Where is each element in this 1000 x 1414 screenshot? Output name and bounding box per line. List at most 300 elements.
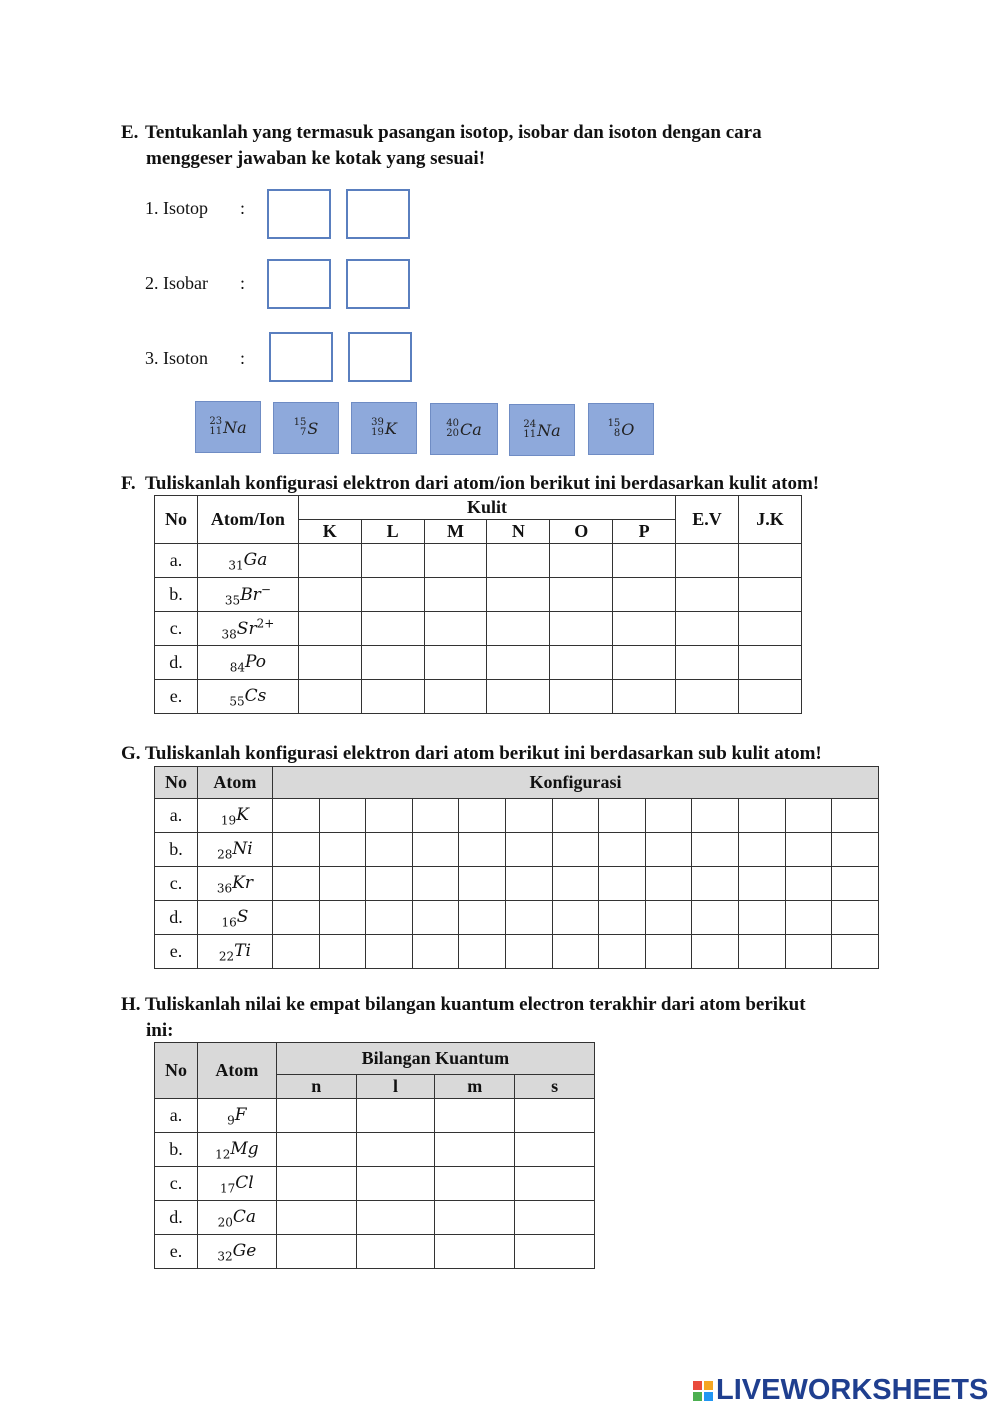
answer-tile-o15[interactable]	[588, 403, 654, 455]
element-symbol: Ca	[232, 1206, 257, 1227]
section-h-label: H.	[121, 994, 141, 1015]
element-symbol: Br	[240, 584, 261, 605]
atom-symbol	[220, 804, 249, 828]
answer-cell[interactable]	[356, 1099, 435, 1133]
section-g-label: G.	[121, 743, 141, 764]
answer-cell[interactable]	[356, 1201, 435, 1235]
atomic-number: 19	[220, 813, 237, 828]
answer-cell[interactable]	[435, 1133, 515, 1167]
answer-cell[interactable]	[738, 799, 785, 833]
isoton-dropbox-1[interactable]	[269, 332, 333, 382]
tile-mass: 23	[209, 416, 223, 427]
atom-cell	[197, 799, 272, 833]
answer-cell[interactable]	[272, 833, 319, 867]
answer-cell[interactable]	[785, 901, 832, 935]
bilangan-kuantum-header: Bilangan Kuantum	[276, 1043, 594, 1075]
answer-cell[interactable]	[645, 935, 692, 969]
answer-cell[interactable]	[505, 901, 552, 935]
answer-cell[interactable]	[298, 680, 361, 714]
row-number: d.	[155, 1201, 198, 1235]
table-row	[155, 901, 879, 935]
atom-cell	[197, 867, 272, 901]
answer-cell[interactable]	[505, 833, 552, 867]
row-number: b.	[155, 578, 198, 612]
answer-cell[interactable]	[550, 578, 613, 612]
answer-cell[interactable]	[505, 867, 552, 901]
answer-cell[interactable]	[552, 935, 599, 969]
shell-header: L	[361, 520, 424, 544]
answer-cell[interactable]	[459, 799, 506, 833]
answer-cell[interactable]	[785, 799, 832, 833]
element-symbol: Sr	[236, 618, 257, 639]
atom-symbol	[229, 685, 267, 709]
tile-symbol: Ca	[459, 419, 482, 439]
atom-cell	[197, 544, 298, 578]
element-symbol: Kr	[232, 872, 253, 893]
answer-cell[interactable]	[785, 833, 832, 867]
section-e-line2: menggeser jawaban ke kotak yang sesuai!	[146, 148, 486, 169]
tile-symbol: K	[384, 418, 397, 438]
element-symbol: Po	[245, 651, 267, 672]
atom-cell	[197, 833, 272, 867]
answer-tile-k39[interactable]	[351, 402, 417, 454]
answer-cell[interactable]	[424, 544, 487, 578]
element-symbol: F	[234, 1104, 247, 1125]
isotop-label	[145, 198, 208, 219]
tile-symbol: S	[307, 418, 319, 438]
ion-charge: −	[260, 581, 271, 596]
atom-symbol	[218, 940, 251, 964]
isobar-dropbox-2[interactable]	[346, 259, 410, 309]
answer-cell[interactable]	[424, 578, 487, 612]
answer-cell[interactable]	[412, 833, 459, 867]
answer-cell[interactable]	[435, 1235, 515, 1269]
tile-symbol: Na	[537, 420, 561, 440]
element-symbol: Ga	[243, 549, 268, 570]
table-row	[155, 1201, 595, 1235]
answer-cell[interactable]	[738, 935, 785, 969]
section-f-heading	[121, 471, 819, 497]
isotop-label-text: 1. Isotop	[145, 198, 208, 218]
answer-cell[interactable]	[739, 680, 802, 714]
atomic-number: 16	[221, 915, 237, 930]
answer-cell[interactable]	[487, 646, 550, 680]
atomic-number: 32	[217, 1249, 233, 1264]
answer-cell[interactable]	[692, 833, 739, 867]
atom-symbol	[216, 872, 253, 896]
answer-cell[interactable]	[645, 799, 692, 833]
isobar-colon: :	[240, 273, 246, 293]
answer-cell[interactable]	[356, 1133, 435, 1167]
atom-symbol	[215, 1138, 259, 1162]
answer-cell[interactable]	[832, 867, 879, 901]
quantum-col-header: l	[356, 1075, 435, 1099]
atomic-number: 38	[221, 627, 237, 642]
shell-header: M	[424, 520, 487, 544]
tile-atomic: 8	[613, 428, 621, 439]
answer-cell[interactable]	[412, 867, 459, 901]
table-row	[155, 578, 802, 612]
jk-header: J.K	[739, 496, 802, 544]
atom-cell	[197, 1167, 276, 1201]
answer-cell[interactable]	[552, 901, 599, 935]
tile-symbol: Na	[223, 417, 247, 437]
isoton-dropbox-2[interactable]	[348, 332, 412, 382]
section-h-heading	[121, 992, 806, 1041]
ev-header: E.V	[676, 496, 739, 544]
answer-cell[interactable]	[272, 799, 319, 833]
h-col-atom-header: Atom	[197, 1043, 276, 1099]
atomic-number: 35	[224, 593, 241, 608]
answer-tile-s15[interactable]	[273, 402, 339, 454]
answer-cell[interactable]	[739, 646, 802, 680]
liveworksheets-logo	[693, 1374, 988, 1407]
kulit-header: Kulit	[298, 496, 675, 520]
section-f-label: F.	[121, 473, 136, 494]
answer-cell[interactable]	[676, 578, 739, 612]
answer-cell[interactable]	[412, 799, 459, 833]
element-symbol: Ni	[232, 838, 253, 859]
section-h-line1: Tuliskanlah nilai ke empat bilangan kuantum electron terakhir dari atom berikut	[145, 994, 806, 1015]
atom-symbol	[217, 1206, 257, 1230]
answer-cell[interactable]	[692, 935, 739, 969]
answer-cell[interactable]	[738, 867, 785, 901]
logo-block	[693, 1392, 702, 1401]
subshell-config-table	[154, 766, 879, 969]
answer-cell[interactable]	[676, 646, 739, 680]
section-h-line2: ini:	[146, 1020, 174, 1041]
answer-cell[interactable]	[366, 867, 413, 901]
answer-cell[interactable]	[361, 612, 424, 646]
answer-cell[interactable]	[645, 833, 692, 867]
answer-cell[interactable]	[424, 680, 487, 714]
answer-cell[interactable]	[272, 901, 319, 935]
answer-cell[interactable]	[739, 544, 802, 578]
shell-header: K	[298, 520, 361, 544]
atom-symbol	[227, 1104, 247, 1128]
answer-cell[interactable]	[613, 612, 676, 646]
atom-symbol	[229, 651, 267, 675]
row-number: e.	[155, 935, 198, 969]
answer-cell[interactable]	[459, 935, 506, 969]
atomic-number: 31	[228, 558, 244, 573]
table-row	[155, 1099, 595, 1133]
element-symbol: Cs	[244, 685, 267, 706]
answer-cell[interactable]	[459, 867, 506, 901]
isobar-dropbox-1[interactable]	[267, 259, 331, 309]
answer-cell[interactable]	[645, 901, 692, 935]
ion-charge: 2+	[256, 615, 275, 630]
answer-cell[interactable]	[459, 901, 506, 935]
answer-cell[interactable]	[356, 1167, 435, 1201]
atomic-number: 28	[217, 847, 233, 862]
section-g-heading	[121, 741, 822, 767]
tile-mass: 40	[446, 418, 459, 429]
table-row	[155, 646, 802, 680]
answer-cell[interactable]	[785, 935, 832, 969]
answer-cell[interactable]	[276, 1235, 356, 1269]
answer-cell[interactable]	[599, 901, 646, 935]
atom-symbol	[228, 549, 268, 573]
answer-cell[interactable]	[613, 646, 676, 680]
logo-icon	[693, 1381, 713, 1401]
shell-config-table	[154, 495, 802, 714]
g-col-atom-header: Atom	[197, 767, 272, 799]
isobar-label	[145, 273, 208, 294]
isobar-label-text: 2. Isobar	[145, 273, 208, 293]
row-number: a.	[155, 1099, 198, 1133]
answer-cell[interactable]	[298, 646, 361, 680]
answer-tile-na23[interactable]	[195, 401, 261, 453]
tile-mass: 39	[371, 417, 384, 428]
tile-atomic: 11	[523, 429, 537, 440]
answer-cell[interactable]	[366, 901, 413, 935]
logo-text: LIVEWORKSHEETS	[716, 1374, 989, 1406]
atom-cell	[197, 680, 298, 714]
atom-symbol	[221, 906, 249, 930]
atom-symbol	[221, 615, 275, 642]
row-number: c.	[155, 1167, 198, 1201]
atom-cell	[197, 1099, 276, 1133]
answer-cell[interactable]	[515, 1099, 595, 1133]
tile-mass: 24	[523, 419, 537, 430]
atomic-number: 9	[227, 1113, 235, 1128]
answer-cell[interactable]	[613, 680, 676, 714]
answer-cell[interactable]	[785, 867, 832, 901]
table-row	[155, 1133, 595, 1167]
table-row	[155, 680, 802, 714]
answer-cell[interactable]	[276, 1133, 356, 1167]
answer-cell[interactable]	[272, 867, 319, 901]
table-row	[155, 833, 879, 867]
atom-symbol	[219, 1172, 254, 1196]
answer-cell[interactable]	[319, 901, 366, 935]
answer-cell[interactable]	[692, 901, 739, 935]
answer-cell[interactable]	[832, 935, 879, 969]
answer-cell[interactable]	[319, 867, 366, 901]
isotop-colon: :	[240, 198, 246, 218]
element-symbol: Ti	[234, 940, 251, 961]
answer-cell[interactable]	[676, 612, 739, 646]
tile-atomic: 11	[209, 426, 223, 437]
logo-block	[704, 1392, 713, 1401]
element-symbol: Mg	[230, 1138, 259, 1159]
atomic-number: 22	[218, 949, 235, 964]
table-row	[155, 799, 879, 833]
row-number: c.	[155, 867, 198, 901]
row-number: a.	[155, 799, 198, 833]
answer-cell[interactable]	[550, 544, 613, 578]
logo-block	[704, 1381, 713, 1390]
answer-cell[interactable]	[424, 646, 487, 680]
answer-cell[interactable]	[319, 935, 366, 969]
answer-cell[interactable]	[739, 612, 802, 646]
answer-cell[interactable]	[487, 612, 550, 646]
answer-cell[interactable]	[412, 935, 459, 969]
atom-cell	[197, 646, 298, 680]
atom-cell	[197, 935, 272, 969]
atom-symbol	[224, 581, 271, 608]
answer-cell[interactable]	[361, 578, 424, 612]
tile-mass: 15	[607, 418, 621, 429]
answer-cell[interactable]	[487, 544, 550, 578]
atom-cell	[197, 1201, 276, 1235]
answer-cell[interactable]	[552, 867, 599, 901]
col-no-header: No	[155, 496, 198, 544]
answer-cell[interactable]	[435, 1201, 515, 1235]
element-symbol: K	[236, 804, 249, 825]
row-number: d.	[155, 901, 198, 935]
answer-cell[interactable]	[599, 867, 646, 901]
answer-cell[interactable]	[505, 935, 552, 969]
row-number: b.	[155, 833, 198, 867]
answer-cell[interactable]	[276, 1167, 356, 1201]
quantum-col-header: s	[515, 1075, 595, 1099]
answer-cell[interactable]	[676, 680, 739, 714]
answer-cell[interactable]	[832, 833, 879, 867]
atom-cell	[197, 578, 298, 612]
tile-atomic: 20	[446, 428, 459, 439]
isoton-label-text: 3. Isoton	[145, 348, 208, 368]
answer-cell[interactable]	[276, 1099, 356, 1133]
answer-cell[interactable]	[613, 544, 676, 578]
element-symbol: Ge	[232, 1240, 257, 1261]
quantum-col-header: m	[435, 1075, 515, 1099]
answer-cell[interactable]	[487, 578, 550, 612]
shell-header: N	[487, 520, 550, 544]
answer-cell[interactable]	[298, 578, 361, 612]
shell-header: P	[613, 520, 676, 544]
quantum-col-header: n	[276, 1075, 356, 1099]
section-e-label: E.	[121, 122, 139, 143]
isoton-label	[145, 348, 208, 369]
atomic-number: 12	[215, 1147, 231, 1162]
answer-cell[interactable]	[552, 833, 599, 867]
answer-cell[interactable]	[361, 646, 424, 680]
h-col-no-header: No	[155, 1043, 198, 1099]
answer-cell[interactable]	[692, 867, 739, 901]
table-row	[155, 867, 879, 901]
isotop-dropbox-1[interactable]	[267, 189, 331, 239]
answer-cell[interactable]	[276, 1201, 356, 1235]
answer-cell[interactable]	[361, 544, 424, 578]
answer-cell[interactable]	[738, 833, 785, 867]
quantum-number-table	[154, 1042, 595, 1269]
atomic-number: 36	[216, 881, 233, 896]
answer-cell[interactable]	[832, 799, 879, 833]
answer-cell[interactable]	[319, 799, 366, 833]
logo-block	[693, 1381, 702, 1390]
answer-tile-na24[interactable]	[509, 404, 575, 456]
atomic-number: 17	[219, 1181, 236, 1196]
answer-cell[interactable]	[366, 935, 413, 969]
table-row	[155, 544, 802, 578]
tile-symbol: O	[621, 419, 635, 439]
answer-cell[interactable]	[272, 935, 319, 969]
atomic-number: 84	[229, 660, 246, 675]
answer-cell[interactable]	[412, 901, 459, 935]
col-atom-header: Atom/Ion	[197, 496, 298, 544]
section-e-heading	[121, 120, 762, 169]
section-g-line1: Tuliskanlah konfigurasi elektron dari atom berikut ini berdasarkan sub kulit atom!	[145, 743, 822, 764]
answer-cell[interactable]	[505, 799, 552, 833]
answer-cell[interactable]	[599, 935, 646, 969]
atom-cell	[197, 901, 272, 935]
tile-atomic: 19	[371, 427, 384, 438]
table-row	[155, 612, 802, 646]
answer-cell[interactable]	[832, 901, 879, 935]
isoton-colon: :	[240, 348, 246, 368]
answer-cell[interactable]	[515, 1235, 595, 1269]
answer-cell[interactable]	[599, 799, 646, 833]
answer-cell[interactable]	[515, 1201, 595, 1235]
answer-cell[interactable]	[366, 799, 413, 833]
atomic-number: 55	[229, 694, 245, 709]
answer-cell[interactable]	[361, 680, 424, 714]
answer-cell[interactable]	[366, 833, 413, 867]
answer-cell[interactable]	[515, 1133, 595, 1167]
section-f-line1: Tuliskanlah konfigurasi elektron dari atom/ion berikut ini berdasarkan kulit atom!	[145, 473, 820, 494]
atom-symbol	[217, 1240, 257, 1264]
atom-symbol	[217, 838, 253, 862]
answer-cell[interactable]	[738, 901, 785, 935]
tile-atomic: 7	[300, 427, 307, 438]
answer-cell[interactable]	[515, 1167, 595, 1201]
answer-cell[interactable]	[487, 680, 550, 714]
answer-cell[interactable]	[550, 646, 613, 680]
atom-cell	[197, 612, 298, 646]
atom-cell	[197, 1133, 276, 1167]
answer-cell[interactable]	[435, 1099, 515, 1133]
answer-cell[interactable]	[739, 578, 802, 612]
answer-cell[interactable]	[459, 833, 506, 867]
tile-mass: 15	[293, 417, 307, 428]
row-number: b.	[155, 1133, 198, 1167]
answer-cell[interactable]	[599, 833, 646, 867]
answer-cell[interactable]	[298, 544, 361, 578]
row-number: a.	[155, 544, 198, 578]
konfigurasi-header: Konfigurasi	[272, 767, 878, 799]
row-number: d.	[155, 646, 198, 680]
answer-cell[interactable]	[424, 612, 487, 646]
answer-cell[interactable]	[298, 612, 361, 646]
row-number: c.	[155, 612, 198, 646]
answer-cell[interactable]	[435, 1167, 515, 1201]
shell-header: O	[550, 520, 613, 544]
atomic-number: 20	[217, 1215, 233, 1230]
answer-cell[interactable]	[676, 544, 739, 578]
element-symbol: Cl	[235, 1172, 254, 1193]
atom-cell	[197, 1235, 276, 1269]
answer-cell[interactable]	[552, 799, 599, 833]
row-number: e.	[155, 1235, 198, 1269]
answer-cell[interactable]	[613, 578, 676, 612]
table-row	[155, 1235, 595, 1269]
isotop-dropbox-2[interactable]	[346, 189, 410, 239]
answer-cell[interactable]	[356, 1235, 435, 1269]
answer-tile-ca40[interactable]	[430, 403, 498, 455]
answer-cell[interactable]	[645, 867, 692, 901]
answer-cell[interactable]	[319, 833, 366, 867]
answer-cell[interactable]	[692, 799, 739, 833]
answer-cell[interactable]	[550, 612, 613, 646]
g-col-no-header: No	[155, 767, 198, 799]
element-symbol: S	[236, 906, 249, 927]
table-row	[155, 935, 879, 969]
answer-cell[interactable]	[550, 680, 613, 714]
table-row	[155, 1167, 595, 1201]
section-e-line1: Tentukanlah yang termasuk pasangan isotop, isobar dan isoton dengan cara	[145, 122, 762, 143]
